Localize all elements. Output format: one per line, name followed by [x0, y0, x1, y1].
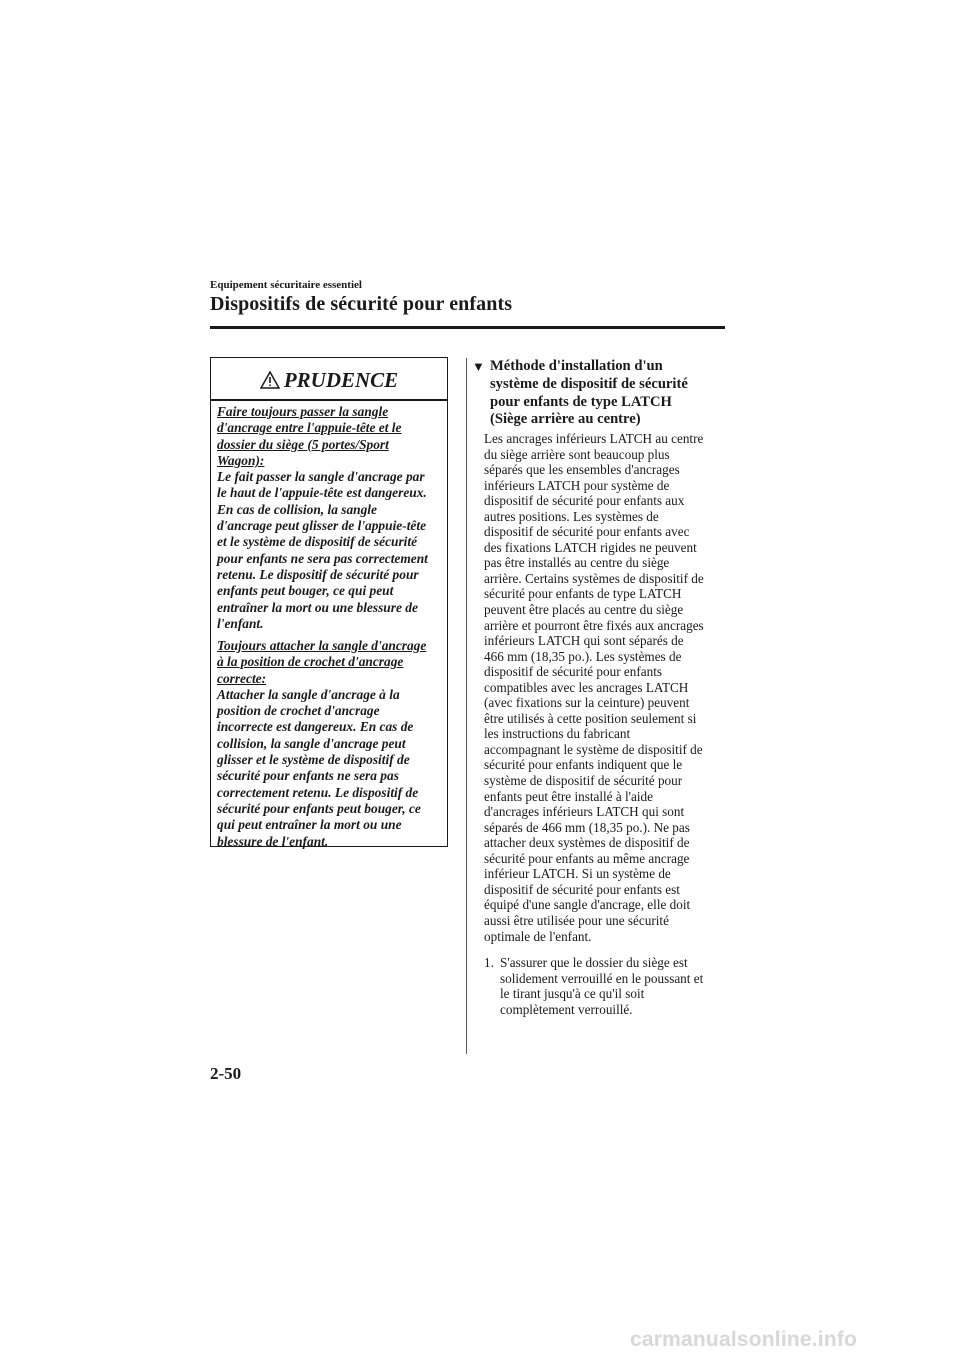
warning-1-body-line: le haut de l'appuie-tête est dangereux. [217, 485, 427, 501]
warning-1-body-line: enfants peut bouger, ce qui peut [217, 583, 394, 599]
body-line: aussi être utilisée pour une sécurité [484, 912, 669, 928]
body-line: dispositif de sécurité pour enfants aux [484, 493, 685, 509]
body-line: accompagnant le système de dispositif de [484, 741, 703, 757]
method-heading-line: système de dispositif de sécurité [490, 375, 688, 392]
body-line: (avec fixations sur la ceinture) peuvent [484, 695, 690, 711]
body-line: arrière. Certains systèmes de dispositif de [484, 570, 704, 586]
body-line: des fixations LATCH rigides ne peuvent [484, 539, 697, 555]
warning-1-heading-line: d'ancrage entre l'appuie-tête et le [217, 420, 402, 436]
method-heading-line: (Siège arrière au centre) [490, 411, 641, 428]
warning-1-body-line: entraîner la mort ou une blessure de [217, 599, 418, 615]
warning-1-body-line: retenu. Le dispositif de sécurité pour [217, 566, 419, 582]
warning-2-body-line: collision, la sangle d'ancrage peut [217, 735, 406, 751]
body-line: inférieur LATCH. Si un système de [484, 866, 671, 882]
step-line: le tirant jusqu'à ce qu'il soit [500, 986, 645, 1002]
body-line: arrière et pourront être fixés aux ancrages [484, 617, 704, 633]
warning-1-heading-line: Wagon): [217, 452, 265, 468]
method-heading-line: pour enfants de type LATCH [490, 393, 672, 410]
warning-2-body-line: blessure de l'enfant. [217, 833, 329, 849]
body-line: optimale de l'enfant. [484, 928, 592, 944]
body-line: système de dispositif de sécurité pour [484, 773, 683, 789]
caution-title-text: PRUDENCE [283, 368, 399, 392]
warning-2-body-line: sécurité pour enfants ne sera pas [217, 768, 399, 784]
page-title: Dispositifs de sécurité pour enfants [210, 293, 513, 315]
body-line: séparés que les ensembles d'ancrages [484, 462, 680, 478]
warning-2-body-line: Attacher la sangle d'ancrage à la [217, 686, 400, 702]
body-line: d'ancrages inférieurs LATCH qui sont [484, 804, 685, 820]
warning-2-heading-line: Toujours attacher la sangle d'ancrage [217, 638, 427, 653]
column-divider [466, 358, 467, 1054]
warning-1-heading-line: dossier du siège (5 portes/Sport [217, 436, 389, 452]
warning-1-body-line: d'ancrage peut glisser de l'appuie-tête [217, 518, 427, 534]
body-line: autres positions. Les systèmes de [484, 508, 659, 524]
body-line: dispositif de sécurité pour enfants avec [484, 524, 690, 540]
warning-2-body-line: sécurité pour enfants peut bouger, ce [217, 800, 421, 816]
warning-2-heading-line: à la position de crochet d'ancrage [217, 654, 404, 670]
step-text [500, 955, 703, 1017]
body-line: pas être installés au centre du siège [484, 555, 670, 571]
warning-2-body-line: qui peut entraîner la mort ou une [217, 817, 402, 833]
method-body [484, 431, 704, 944]
body-line: attacher deux systèmes de dispositif de [484, 835, 690, 851]
caution-title-divider [211, 399, 447, 401]
warning-icon [260, 370, 280, 395]
warning-2-body-line: incorrecte est dangereux. En cas de [217, 719, 414, 735]
body-line: dispositif de sécurité pour enfants est [484, 881, 680, 897]
triangle-down-icon: ▼ [472, 359, 485, 374]
body-line: sécurité pour enfants au même ancrage [484, 850, 690, 866]
step-line: S'assurer que le dossier du siège est [500, 955, 688, 970]
step-line: solidement verrouillé en le poussant et [500, 970, 704, 986]
body-line: compatibles avec les ancrages LATCH [484, 679, 689, 695]
watermark: carmanualsonline.info [630, 1328, 858, 1351]
method-heading-line: Méthode d'installation d'un [490, 358, 663, 374]
section-label: Equipement sécuritaire essentiel [210, 279, 362, 291]
caution-box [210, 357, 448, 847]
body-line: être utilisés à cette position seulement si [484, 710, 697, 726]
heading-divider [210, 326, 725, 329]
caution-warning-2 [217, 638, 449, 850]
warning-2-body-line: glisser et le système de dispositif de [217, 752, 410, 768]
body-line: inférieurs LATCH pour système de [484, 477, 670, 493]
step-number: 1. [484, 955, 494, 970]
caution-warning-1 [217, 404, 449, 632]
warning-1-body-line: et le système de dispositif de sécurité [217, 534, 418, 550]
warning-1-body-line: l'enfant. [217, 615, 264, 631]
body-line: sécurité pour enfants indiquent que le [484, 757, 683, 773]
warning-1-body-line: Le fait passer la sangle d'ancrage par [217, 469, 425, 485]
caution-title [211, 368, 447, 395]
body-line: enfants peut être installé à l'aide [484, 788, 653, 804]
body-line: sécurité pour enfants de type LATCH [484, 586, 682, 602]
warning-2-body-line: correctement retenu. Le dispositif de [217, 784, 419, 800]
method-heading [472, 358, 688, 429]
body-line: peuvent être placés au centre du siège [484, 602, 684, 618]
body-line: séparés de 466 mm (18,35 po.). Ne pas [484, 819, 690, 835]
body-line: du siège arrière sont beaucoup plus [484, 446, 670, 462]
warning-1-body-line: pour enfants ne sera pas correctement [217, 550, 428, 566]
body-line: 466 mm (18,35 po.). Les systèmes de [484, 648, 682, 664]
body-line: inférieurs LATCH qui sont séparés de [484, 633, 684, 649]
body-line: Les ancrages inférieurs LATCH au centre [484, 431, 704, 446]
warning-1-heading-line: Faire toujours passer la sangle [217, 404, 389, 419]
warning-2-body-line: position de crochet d'ancrage [217, 703, 380, 719]
page-number: 2-50 [210, 1064, 242, 1083]
warning-1-body-line: En cas de collision, la sangle [217, 501, 377, 517]
warning-2-heading-line: correcte: [217, 670, 267, 686]
step-line: complètement verrouillé. [500, 1001, 633, 1017]
body-line: dispositif de sécurité pour enfants [484, 664, 662, 680]
body-line: équipé d'une sangle d'ancrage, elle doit [484, 897, 691, 913]
body-line: les instructions du fabricant [484, 726, 631, 742]
